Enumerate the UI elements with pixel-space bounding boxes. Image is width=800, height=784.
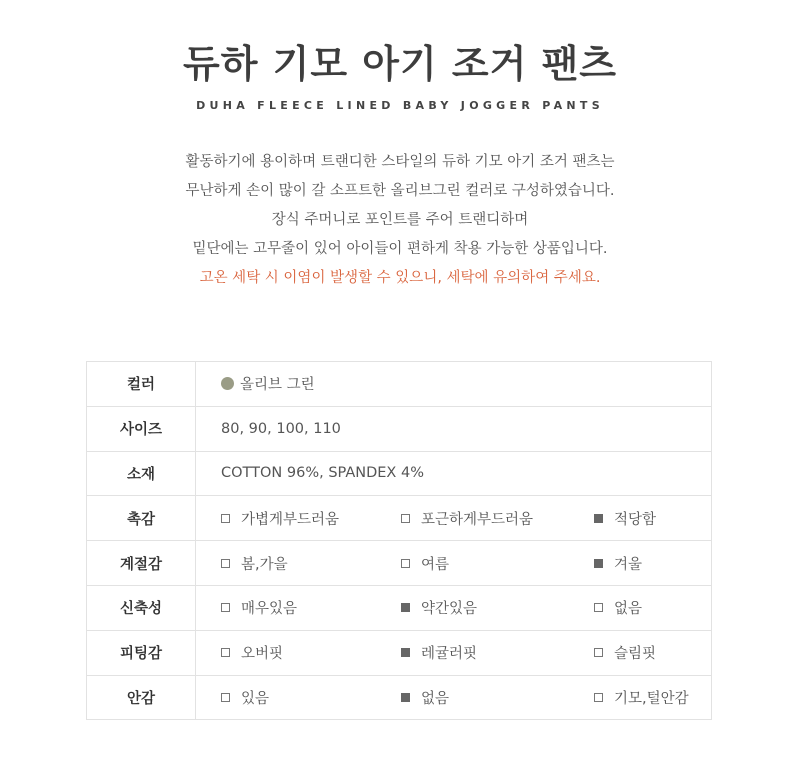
- option-item: [401, 597, 594, 618]
- spec-label: 피팅감: [87, 630, 196, 675]
- unchecked-box-icon: [401, 514, 410, 523]
- spec-label: 신축성: [87, 585, 196, 630]
- option-label: 약간있음: [421, 601, 478, 618]
- option-item: [594, 687, 689, 708]
- spec-row-option: [87, 541, 712, 586]
- spec-row-color: [87, 362, 712, 407]
- option-item: [594, 508, 656, 529]
- option-group: [221, 508, 711, 529]
- unchecked-box-icon: [594, 648, 603, 657]
- checked-box-icon: [594, 514, 603, 523]
- option-label: 없음: [421, 690, 450, 707]
- spec-row-material: [87, 451, 712, 496]
- spec-row-option: [87, 675, 712, 720]
- option-item: [401, 508, 594, 529]
- description-line: 장식 주머니로 포인트를 주어 트랜디하며: [271, 212, 529, 228]
- option-label: 레귤러핏: [421, 646, 478, 663]
- washing-warning: 고온 세탁 시 이염이 발생할 수 있으니, 세탁에 유의하여 주세요.: [199, 270, 601, 286]
- option-item: [221, 597, 401, 618]
- option-label: 적당함: [614, 511, 657, 528]
- option-item: [221, 553, 401, 574]
- spec-row-size: [87, 406, 712, 451]
- product-description: [0, 148, 800, 293]
- color-name: 올리브 그린: [240, 377, 315, 394]
- option-group: [221, 642, 711, 663]
- spec-label: 사이즈: [87, 406, 196, 451]
- option-label: 포근하게부드러움: [421, 511, 534, 528]
- spec-row-option: [87, 496, 712, 541]
- spec-value-color: [196, 362, 712, 407]
- option-label: 있음: [241, 690, 270, 707]
- unchecked-box-icon: [221, 603, 230, 612]
- spec-options: [196, 630, 712, 675]
- option-label: 겨울: [614, 556, 643, 573]
- spec-options: [196, 496, 712, 541]
- option-label: 매우있음: [241, 601, 298, 618]
- description-line: 무난하게 손이 많이 갈 소프트한 올리브그린 컬러로 구성하였습니다.: [185, 183, 615, 199]
- option-item: [221, 687, 401, 708]
- option-item: [594, 642, 656, 663]
- option-item: [221, 508, 401, 529]
- option-item: [594, 597, 642, 618]
- unchecked-box-icon: [221, 514, 230, 523]
- checked-box-icon: [401, 603, 410, 612]
- option-item: [401, 642, 594, 663]
- unchecked-box-icon: [221, 559, 230, 568]
- product-title: 듀하 기모 아기 조거 팬츠: [183, 42, 617, 86]
- description-line: 밑단에는 고무줄이 있어 아이들이 편하게 착용 가능한 상품입니다.: [192, 241, 608, 257]
- spec-label: 소재: [87, 451, 196, 496]
- option-item: [594, 553, 642, 574]
- option-label: 기모,털안감: [614, 690, 689, 707]
- spec-value-size: 80, 90, 100, 110: [196, 406, 712, 451]
- checked-box-icon: [401, 693, 410, 702]
- option-group: [221, 597, 711, 618]
- spec-label: 안감: [87, 675, 196, 720]
- spec-label: 촉감: [87, 496, 196, 541]
- option-group: [221, 553, 711, 574]
- option-label: 가볍게부드러움: [241, 511, 340, 528]
- checked-box-icon: [401, 648, 410, 657]
- option-label: 봄,가을: [241, 556, 288, 573]
- option-label: 슬림핏: [614, 646, 657, 663]
- option-item: [401, 553, 594, 574]
- spec-row-option: [87, 630, 712, 675]
- option-item: [221, 642, 401, 663]
- product-subtitle: DUHA FLEECE LINED BABY JOGGER PANTS: [196, 99, 604, 112]
- option-label: 여름: [421, 556, 450, 573]
- spec-options: [196, 585, 712, 630]
- unchecked-box-icon: [401, 559, 410, 568]
- spec-value-material: COTTON 96%, SPANDEX 4%: [196, 451, 712, 496]
- option-group: [221, 687, 711, 708]
- option-label: 오버핏: [241, 646, 284, 663]
- checked-box-icon: [594, 559, 603, 568]
- spec-label: 계절감: [87, 541, 196, 586]
- unchecked-box-icon: [221, 693, 230, 702]
- description-line: 활동하기에 용이하며 트랜디한 스타일의 듀하 기모 아기 조거 팬츠는: [185, 154, 615, 170]
- unchecked-box-icon: [221, 648, 230, 657]
- spec-table: [86, 361, 712, 720]
- option-item: [401, 687, 594, 708]
- unchecked-box-icon: [594, 693, 603, 702]
- unchecked-box-icon: [594, 603, 603, 612]
- spec-row-option: [87, 585, 712, 630]
- option-label: 없음: [614, 601, 643, 618]
- color-swatch-icon: [221, 377, 234, 390]
- spec-options: [196, 541, 712, 586]
- spec-options: [196, 675, 712, 720]
- spec-label: 컬러: [87, 362, 196, 407]
- spec-option-rows: [87, 496, 712, 720]
